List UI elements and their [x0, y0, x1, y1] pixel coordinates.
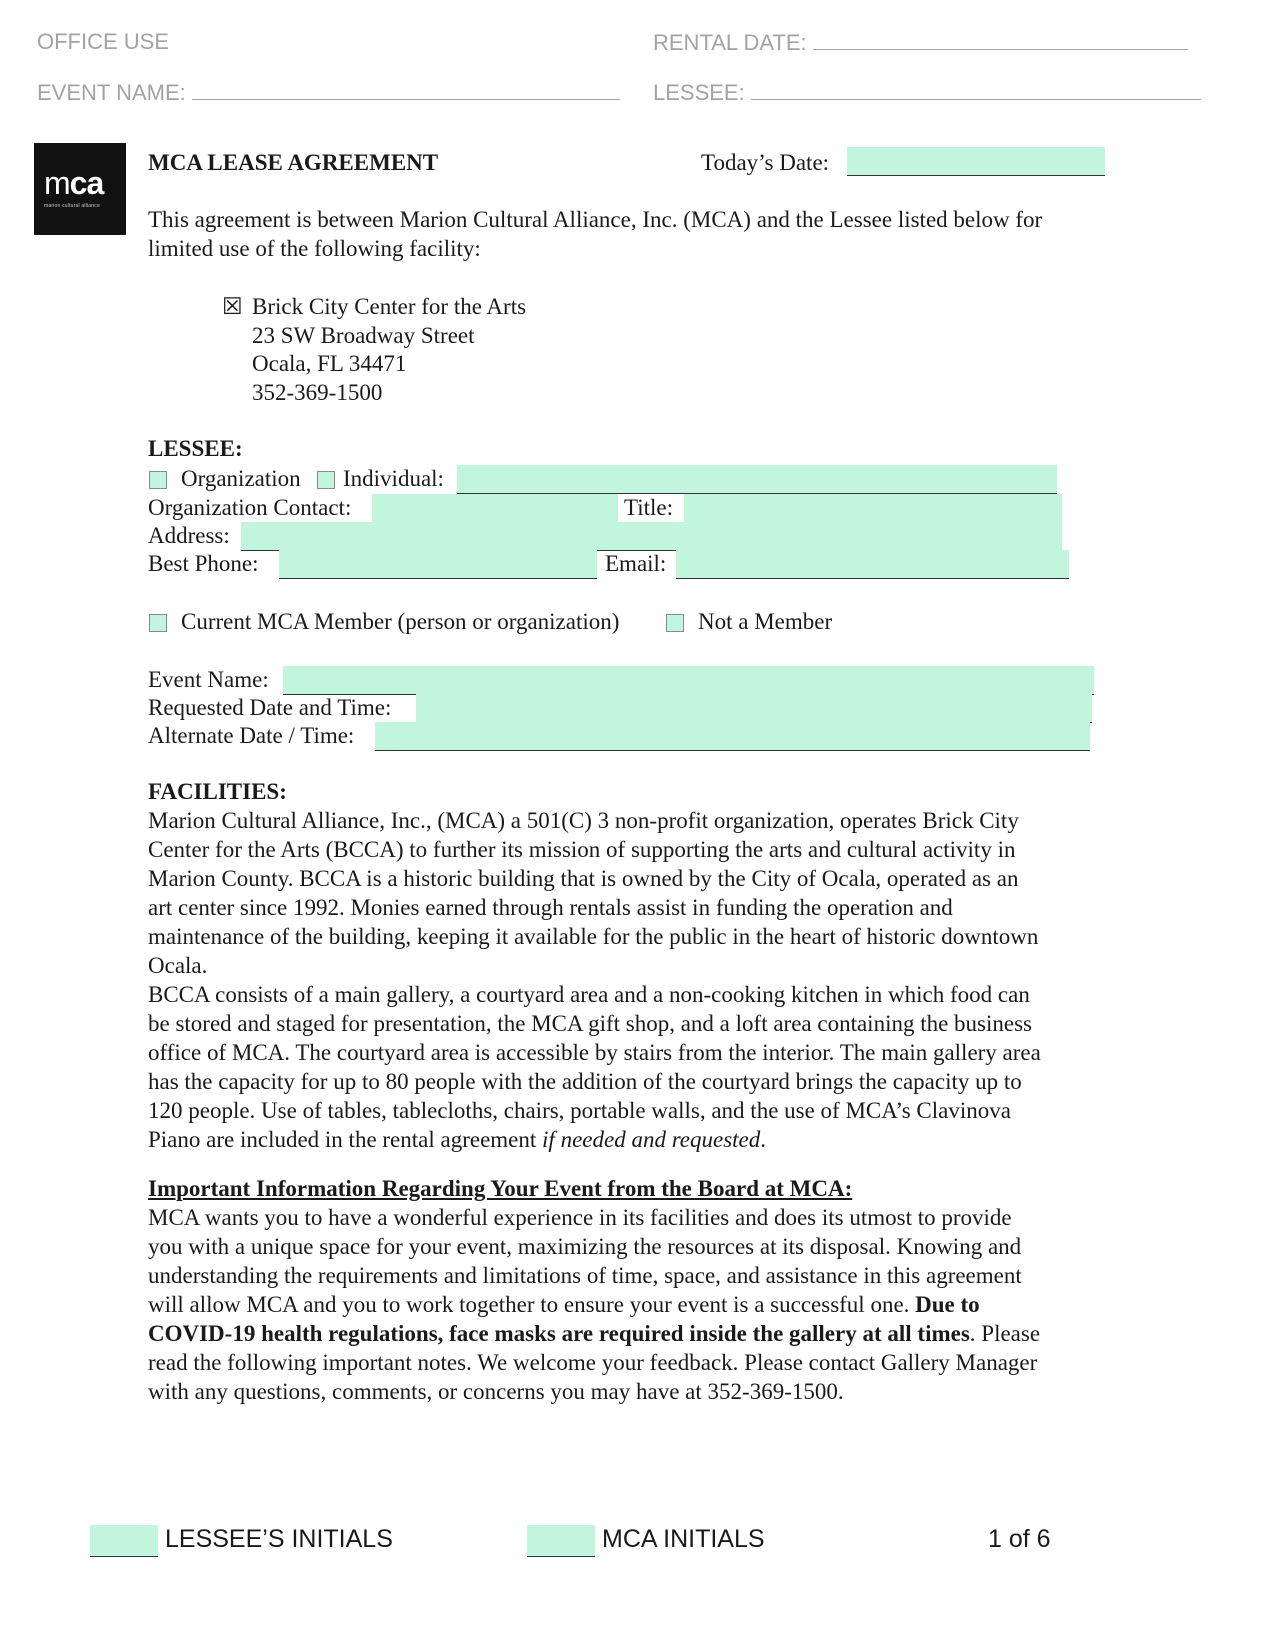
- facilities-line: Marion Cultural Alliance, Inc., (MCA) a 501(C) 3 non-profit organization, operates Brick City: [148, 808, 1019, 833]
- logo-tagline: marion cultural alliance: [44, 203, 100, 209]
- mca-logo: [34, 143, 126, 235]
- member-checkbox[interactable]: [149, 614, 167, 632]
- title-label: Title:: [624, 495, 674, 520]
- event-name-office-label: EVENT NAME:: [37, 80, 186, 105]
- email-field[interactable]: [676, 550, 1069, 579]
- individual-checkbox[interactable]: [317, 471, 335, 489]
- event-name-field[interactable]: [283, 666, 1094, 695]
- not-member-label: Not a Member: [698, 609, 833, 634]
- lessee-office-line[interactable]: [751, 79, 1201, 100]
- rental-date-label: RENTAL DATE:: [653, 30, 807, 55]
- address-field[interactable]: [241, 522, 1062, 551]
- contact-field[interactable]: [372, 494, 618, 523]
- event-name-office-line[interactable]: [192, 79, 620, 100]
- facility-phone: 352-369-1500: [252, 380, 383, 405]
- facilities-line: maintenance of the building, keeping it available for the public in the heart of historic downtown: [148, 924, 1039, 949]
- facilities-last-line: Piano are included in the rental agreement if needed and requested.: [148, 1127, 767, 1152]
- lessee-heading: LESSEE:: [148, 436, 243, 461]
- individual-name-field[interactable]: [457, 465, 1057, 494]
- event-name-office-row: [37, 79, 620, 106]
- lessee-initials-field[interactable]: [90, 1525, 158, 1557]
- logo-mark: mca: [44, 165, 104, 201]
- requested-date-field[interactable]: [416, 694, 1092, 723]
- important-section: [148, 1174, 1158, 1406]
- contact-label: Organization Contact:: [148, 495, 352, 520]
- rental-date-line[interactable]: [813, 29, 1188, 50]
- facilities-line: 120 people. Use of tables, tablecloths, chairs, portable walls, and the use of MCA’s Clavinova: [148, 1098, 1011, 1123]
- facilities-line: Marion County. BCCA is a historic building that is owned by the City of Ocala, operated as an: [148, 866, 1019, 891]
- email-label: Email:: [605, 551, 667, 576]
- page-title: MCA LEASE AGREEMENT: [148, 150, 439, 175]
- event-name-label: Event Name:: [148, 667, 269, 692]
- not-member-checkbox[interactable]: [666, 614, 684, 632]
- lessee-office-label: LESSEE:: [653, 80, 745, 105]
- lessee-office-row: [653, 79, 1201, 106]
- office-use-label: OFFICE USE: [37, 29, 170, 54]
- facilities-line: office of MCA. The courtyard area is accessible by stairs from the interior. The main gallery area: [148, 1040, 1041, 1065]
- facility-street: 23 SW Broadway Street: [252, 323, 475, 348]
- address-label: Address:: [148, 523, 230, 548]
- facility-city: Ocala, FL 34471: [252, 351, 407, 376]
- facilities-line: Ocala.: [148, 953, 208, 978]
- important-line: you with a unique space for your event, maximizing the resources at its disposal. Knowing and: [148, 1234, 1022, 1259]
- facility-name: Brick City Center for the Arts: [252, 294, 527, 319]
- facilities-line: BCCA consists of a main gallery, a courtyard area and a non-cooking kitchen in which food can: [148, 982, 1030, 1007]
- important-line: understanding the requirements and limitations of time, space, and assistance in this agreement: [148, 1263, 1022, 1288]
- todays-date-field[interactable]: [847, 147, 1105, 176]
- important-heading: Important Information Regarding Your Event from the Board at MCA:: [148, 1176, 853, 1201]
- individual-label: Individual:: [343, 466, 444, 491]
- facilities-line: has the capacity for up to 80 people with the addition of the courtyard brings the capacity up to: [148, 1069, 1022, 1094]
- important-line: MCA wants you to have a wonderful experience in its facilities and does its utmost to provide: [148, 1205, 1012, 1230]
- intro-line-2: limited use of the following facility:: [148, 236, 481, 261]
- member-label: Current MCA Member (person or organization): [181, 609, 620, 634]
- important-line: COVID-19 health regulations, face masks are required inside the gallery at all times. Please: [148, 1321, 1041, 1346]
- phone-label: Best Phone:: [148, 551, 259, 576]
- facilities-line: art center since 1992. Monies earned through rentals assist in funding the operation and: [148, 895, 953, 920]
- organization-label: Organization: [181, 466, 301, 491]
- mca-initials-label: MCA INITIALS: [602, 1525, 765, 1553]
- alternate-date-field[interactable]: [375, 722, 1090, 751]
- mca-initials-field[interactable]: [527, 1525, 595, 1557]
- rental-date-row: [653, 29, 1188, 56]
- important-line: with any questions, comments, or concerns you may have at 352-369-1500.: [148, 1379, 844, 1404]
- important-line: read the following important notes. We welcome your feedback. Please contact Gallery Manager: [148, 1350, 1038, 1375]
- lessee-initials-label: LESSEE’S INITIALS: [165, 1525, 393, 1553]
- phone-field[interactable]: [279, 550, 597, 579]
- important-line: will allow MCA and you to work together to ensure your event is a successful one. Due to: [148, 1292, 980, 1317]
- requested-date-label: Requested Date and Time:: [148, 695, 392, 720]
- title-field[interactable]: [684, 494, 1062, 523]
- facilities-heading: FACILITIES:: [148, 779, 287, 804]
- facilities-section: [148, 777, 1148, 1154]
- facilities-line: be stored and staged for presentation, the MCA gift shop, and a loft area containing the business: [148, 1011, 1033, 1036]
- facility-checkbox[interactable]: ☒: [222, 294, 243, 319]
- page-number: 1 of 6: [988, 1525, 1051, 1553]
- todays-date-label: Today’s Date:: [701, 150, 830, 175]
- alternate-date-label: Alternate Date / Time:: [148, 723, 355, 748]
- facilities-line: Center for the Arts (BCCA) to further its mission of supporting the arts and cultural activity in: [148, 837, 1016, 862]
- intro-line-1: This agreement is between Marion Cultural Alliance, Inc. (MCA) and the Lessee listed below for: [148, 207, 1043, 232]
- organization-checkbox[interactable]: [149, 471, 167, 489]
